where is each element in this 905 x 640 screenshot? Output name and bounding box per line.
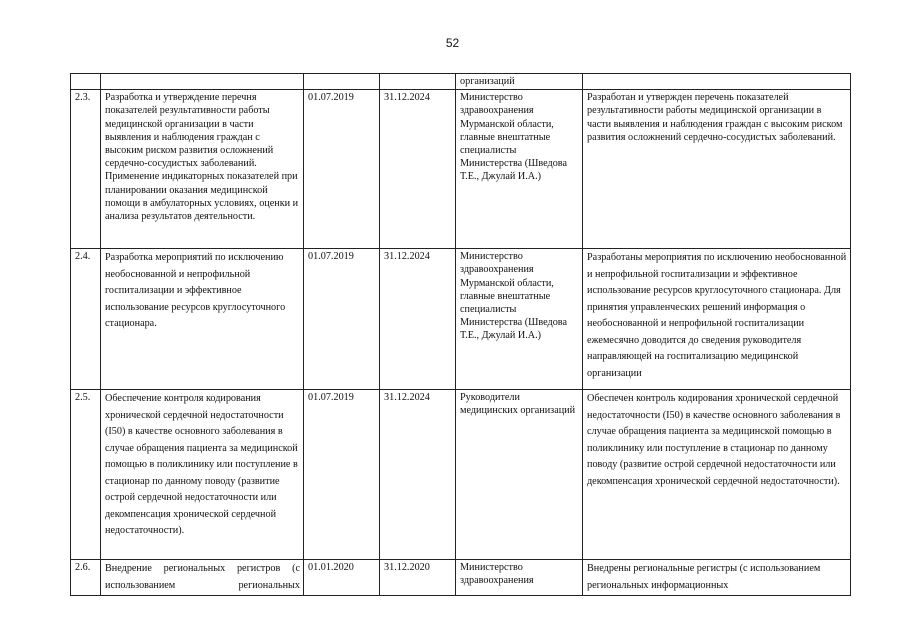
result-cell: Разработаны мероприятия по исключению необоснованной и непрофильной госпитализации и эффективное использование ресурсов круглосуточного стационара. Для принятия управленческих решений информация о необоснованной и непрофильной госпитализации ежемесячно доводится до сведения руководителя направляющей на госпитализацию медицинской организации [583, 249, 851, 390]
start-date-cell: 01.07.2019 [304, 249, 380, 390]
page-number: 52 [445, 36, 460, 50]
result-cell: Обеспечен контроль кодирования хронической сердечной недостаточности (I50) в качестве основного заболевания в случае обращения пациента за медицинской помощью в поликлинику или поступление в стационар по данному поводу (развитие острой сердечной недостаточности или декомпенсация хронической сердечной недостаточности). [583, 390, 851, 560]
start-date-cell: 01.07.2019 [304, 390, 380, 560]
executor-cell: Министерство здравоохранения [456, 560, 583, 596]
executor-cell: Министерство здравоохранения Мурманской области, главные внештатные специалисты Министерства (Шведова Т.Е., Джулай И.А.) [456, 90, 583, 249]
task-cell: Разработка и утверждение перечня показателей результативности работы медицинской организации в части выявления и наблюдения граждан с высоким риском развития осложнений сердечно-сосудистых заболеваний. Применение индикаторных показателей при планировании оказания медицинской помощи в амбулаторных условиях, оценки и анализа результатов деятельности. [101, 90, 304, 249]
start-date-cell: 01.07.2019 [304, 90, 380, 249]
start-date-cell: 01.01.2020 [304, 560, 380, 596]
start-date-cell [304, 74, 380, 90]
result-cell: Внедрены региональные регистры (с использованием региональных информационных [583, 560, 851, 596]
activities-table [70, 73, 851, 596]
table-row [71, 249, 851, 390]
row-number: 2.3. [71, 90, 101, 249]
end-date-cell: 31.12.2024 [380, 90, 456, 249]
task-cell [101, 74, 304, 90]
task-cell: Обеспечение контроля кодирования хронической сердечной недостаточности (I50) в качестве основного заболевания в случае обращения пациента за медицинской помощью в поликлинику или поступление в стационар по данному поводу (развитие острой сердечной недостаточности или декомпенсация хронической сердечной недостаточности). [101, 390, 304, 560]
end-date-cell: 31.12.2024 [380, 390, 456, 560]
executor-cell: Руководители медицинских организаций [456, 390, 583, 560]
executor-cell: Министерство здравоохранения Мурманской области, главные внештатные специалисты Министерства (Шведова Т.Е., Джулай И.А.) [456, 249, 583, 390]
table-row [71, 74, 851, 90]
end-date-cell [380, 74, 456, 90]
row-number: 2.5. [71, 390, 101, 560]
row-number [71, 74, 101, 90]
result-cell: Разработан и утвержден перечень показателей результативности работы медицинской организации в части выявления и наблюдения граждан с высоким риском развития осложнений сердечно-сосудистых заболеваний. [583, 90, 851, 249]
table-row [71, 90, 851, 249]
row-number: 2.4. [71, 249, 101, 390]
result-cell [583, 74, 851, 90]
row-number: 2.6. [71, 560, 101, 596]
table-row [71, 560, 851, 596]
end-date-cell: 31.12.2020 [380, 560, 456, 596]
task-cell: Внедрение региональных регистров (с использованием региональных [101, 560, 304, 596]
end-date-cell: 31.12.2024 [380, 249, 456, 390]
task-cell: Разработка мероприятий по исключению необоснованной и непрофильной госпитализации и эффективное использование ресурсов круглосуточного стационара. [101, 249, 304, 390]
executor-cell: организаций [456, 74, 583, 90]
table-row [71, 390, 851, 560]
